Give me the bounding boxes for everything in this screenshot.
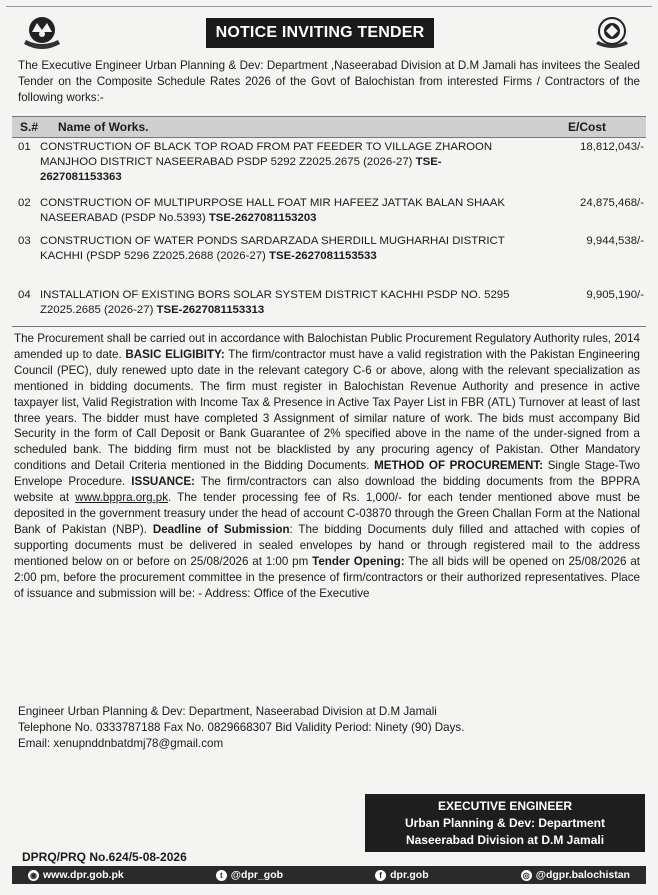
- tse-number: TSE-2627081153533: [269, 250, 377, 262]
- deadline-text: : The bidding Documents duly filled and attached with copies of supporting documents must be delivered in sealed envelopes by hand or through registered mail to the address mentioned below on or before on 25/08/2026 at 1:00 pm: [14, 522, 640, 568]
- conditions-paragraph: [14, 331, 640, 601]
- footer-bar: [12, 866, 646, 884]
- issuance-heading: ISSUANCE:: [131, 475, 196, 489]
- footer-facebook-text: dpr.gob: [390, 869, 429, 881]
- opening-text: The all bids will be opened on 25/08/2026 at 2:00 pm, before the procurement committee in the presence of firm/contractors or their authorized representatives. Place of issuance and submission will be: - Address: Office of the Executive: [14, 554, 641, 600]
- work-description: [40, 196, 520, 226]
- footer-instagram[interactable]: [521, 869, 630, 881]
- works-table-header: [12, 116, 646, 138]
- government-emblem-left-icon: [20, 14, 64, 54]
- table-row: [12, 196, 646, 228]
- tse-number: TSE-2627081153313: [156, 304, 265, 316]
- footer-instagram-text: @dgpr.balochistan: [535, 869, 630, 881]
- issuance-text: The firm/contractors can also download the bidding documents from the BPPRA website at: [14, 475, 640, 505]
- globe-icon: ◉: [28, 870, 39, 881]
- facebook-icon: f: [375, 870, 386, 881]
- table-row: [12, 288, 646, 320]
- bppra-website-link[interactable]: www.bppra.org.pk: [75, 491, 168, 505]
- column-header-name-of-works: Name of Works.: [58, 120, 149, 134]
- method-text: Single Stage-Two Envelope Procedure.: [14, 459, 640, 489]
- row-number: 03: [18, 235, 31, 247]
- column-header-estimated-cost: E/Cost: [568, 120, 607, 134]
- notice-title: NOTICE INVITING TENDER: [206, 18, 434, 48]
- work-title: CONSTRUCTION OF WATER PONDS SARDARZADA SHERDILL MUGHARHAI DISTRICT KACHHI (PSDP 5296 Z2025.2688 (2026-27): [40, 235, 505, 262]
- intro-paragraph: The Executive Engineer Urban Planning & Dev: Department ,Naseerabad Division at D.M Jamali has invitees the Sealed Tender on the Composite Schedule Rates 2026 of the Govt of Balochistan from interested Firms / Contractors of the following works:-: [18, 59, 640, 104]
- works-table: [12, 116, 646, 316]
- email-line: Email: xenupnddnbatdmj78@gmail.com: [18, 737, 224, 750]
- footer-facebook[interactable]: [375, 869, 429, 881]
- deadline-heading: Deadline of Submission: [152, 522, 290, 536]
- row-number: 01: [18, 141, 31, 153]
- work-title: INSTALLATION OF EXISTING BORS SOLAR SYSTEM DISTRICT KACHHI PSDP NO. 5295 Z2025.2685 (2026-27): [40, 289, 510, 316]
- signature-title: EXECUTIVE ENGINEER: [437, 799, 573, 813]
- column-header-sno: S.#: [20, 120, 39, 134]
- signature-division: Naseerabad Division at D.M Jamali: [405, 833, 605, 847]
- tse-number: TSE-2627081153363: [40, 156, 442, 183]
- tse-number: TSE-2627081153203: [208, 212, 317, 224]
- work-description: [40, 234, 520, 264]
- work-title: CONSTRUCTION OF MULTIPURPOSE HALL FOAT MIR HAFEEZ JATTAK BALAN SHAAK NASEERABAD (PSDP No.5393): [40, 197, 505, 224]
- estimated-cost: 24,875,468/-: [580, 197, 644, 209]
- signature-block: [365, 794, 645, 852]
- office-address: Engineer Urban Planning & Dev: Department, Naseerabad Division at D.M Jamali: [18, 705, 437, 718]
- table-bottom-rule: [12, 326, 646, 327]
- instagram-icon: ◎: [521, 870, 532, 881]
- work-title: CONSTRUCTION OF BLACK TOP ROAD FROM PAT FEEDER TO VILLAGE ZHAROON MANJHOO DISTRICT NASEERABAD PSDP 5292 Z2025.2675 (2026-27): [40, 141, 493, 168]
- row-number: 04: [18, 289, 31, 301]
- method-heading: METHOD OF PROCUREMENT:: [374, 459, 544, 473]
- procurement-rules-text: The Procurement shall be carried out in accordance with Balochistan Public Procurement Regulatory Authority rules, 2014 amended up to date.: [14, 332, 640, 361]
- dprq-number: DPRQ/PRQ No.624/5-08-2026: [22, 850, 187, 864]
- footer-web-text: www.dpr.gob.pk: [43, 869, 124, 881]
- table-row: [12, 234, 646, 282]
- estimated-cost: 9,905,190/-: [586, 289, 644, 301]
- eligibility-text: The firm/contractor must have a valid registration with the Pakistan Engineering Council (PEC), duly renewed upto date in the relevant category C-6 or above, along with the relevant specialization as mentioned in bidding documents. The firm must register in Balochistan Revenue Authority and presence in active taxpayer list, Valid Registration with Income Tax & Presence in Active Tax Payer List in FBR (ATL) Turnover at least of last three years. The bidder must have completed 3 Assignment of similar nature of work. The bids must accompany Bid Security in the form of Call Deposit or Bank Guarantee of 2% specified above in the name of the under-signed from a scheduled bank. The bidding firm must not be blacklisted by any procuring agency of Pakistan. Other Mandatory conditions and Detail Criteria mentioned in the Bidding Documents.: [14, 347, 641, 473]
- footer-web[interactable]: [28, 869, 124, 881]
- row-number: 02: [18, 197, 31, 209]
- eligibility-heading: BASIC ELIGIBITY:: [125, 347, 225, 361]
- work-description: [40, 140, 520, 185]
- opening-heading: Tender Opening:: [312, 554, 405, 568]
- top-rule: [6, 6, 652, 7]
- signature-department: Urban Planning & Dev: Department: [404, 816, 606, 830]
- government-emblem-right-icon: [590, 14, 634, 54]
- footer-twitter-text: @dpr_gob: [230, 869, 284, 881]
- estimated-cost: 18,812,043/-: [580, 141, 644, 153]
- twitter-icon: t: [216, 870, 227, 881]
- table-row: [12, 140, 646, 188]
- issuance-fee-text: . The tender processing fee of Rs. 1,000/- for each tender mentioned above must be deposited in the government treasury under the head of account C-03870 through the Green Challan Form at the National Bank of Pakistan (NBP).: [14, 491, 640, 536]
- work-description: [40, 288, 520, 318]
- estimated-cost: 9,944,538/-: [586, 235, 644, 247]
- phone-fax-line: Telephone No. 0333787188 Fax No. 0829668307 Bid Validity Period: Ninety (90) Days.: [18, 721, 465, 734]
- footer-twitter[interactable]: [216, 869, 283, 881]
